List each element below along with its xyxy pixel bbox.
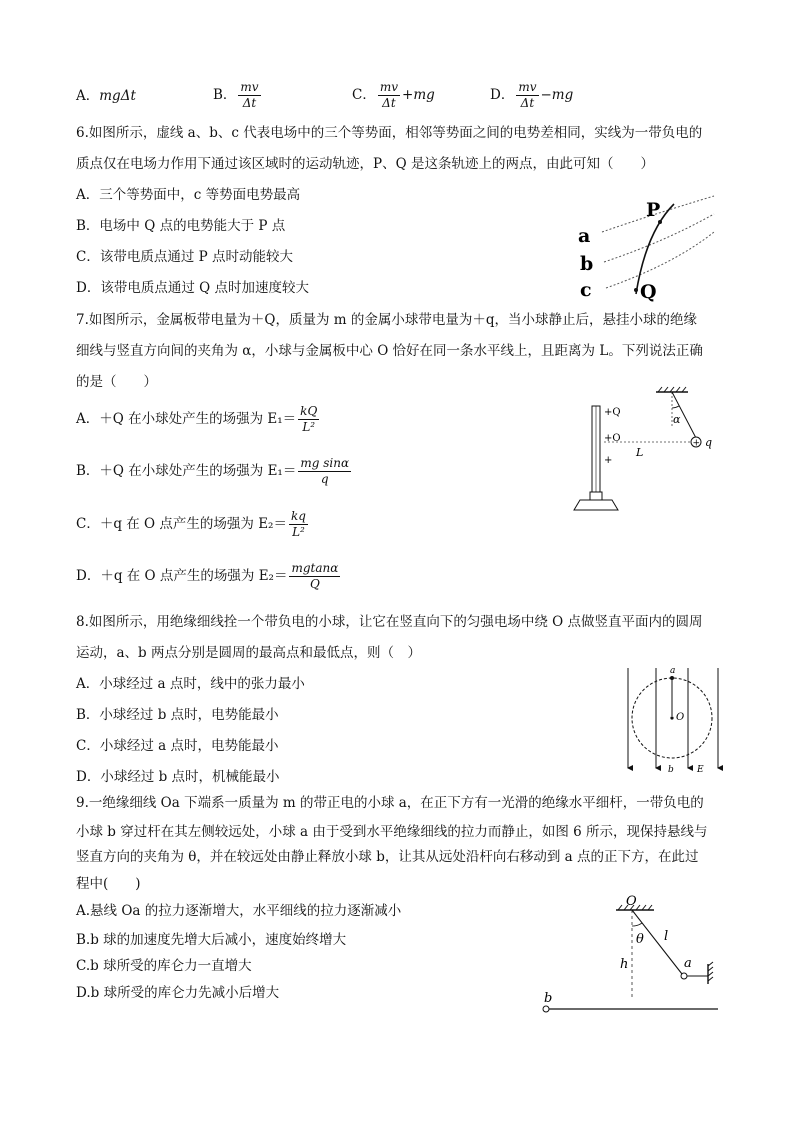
- fraction: [516, 80, 538, 111]
- label-l: L: [636, 446, 644, 459]
- fraction: [378, 80, 400, 111]
- q9-stem-line-2: 小球 b 穿过杆在其左侧较远处，小球 a 由于受到水平绝缘细线的拉力而静止，如图 6 所示，现保持悬线与: [76, 824, 708, 840]
- q7-stem-line-3: 的是（ ）: [76, 374, 157, 390]
- label-plus-q: +Q: [604, 407, 621, 418]
- q5-option-c: [352, 80, 435, 111]
- denominator: L²: [302, 420, 316, 434]
- label-q: Q: [640, 281, 657, 303]
- ball-a: [681, 973, 687, 979]
- q8-stem-line-2: 运动，a、b 两点分别是圆周的最高点和最低点，则（ ）: [76, 645, 421, 661]
- denominator: Δt: [520, 96, 535, 110]
- label-plus-o: +O: [604, 433, 621, 444]
- q6-option-d: D．该带电质点通过 Q 点时加速度较大: [76, 280, 309, 296]
- q8-option-d: D．小球经过 b 点时，机械能最小: [76, 769, 280, 785]
- q7-option-d: [76, 561, 342, 592]
- q6-stem-line-1: 6.如图所示，虚线 a、b、c 代表电场中的三个等势面，相邻等势面之间的电势差相同，实线为一带负电的: [76, 125, 703, 141]
- plate-plus-mark: +: [604, 455, 613, 466]
- q7-diagram: [566, 386, 720, 516]
- option-label: C．: [352, 87, 376, 103]
- theta-arc: [632, 923, 642, 926]
- q9-stem-line-3: 竖直方向的夹角为 θ，并在较远处由静止释放小球 b，让其从远处沿杆向右移动到 a 点的正下方，在此过: [76, 849, 699, 865]
- option-label: B．: [213, 87, 237, 103]
- fraction: [238, 80, 260, 111]
- label-q: q: [705, 436, 713, 449]
- fraction: [289, 561, 340, 592]
- option-suffix: −mg: [540, 87, 574, 103]
- numerator: kQ: [300, 404, 318, 418]
- q8-option-c: C．小球经过 a 点时，电势能最小: [76, 738, 279, 754]
- q6-stem-line-2: 质点仅在电场力作用下通过该区域时的运动轨迹，P、Q 是这条轨迹上的两点，由此可知（ ）: [76, 156, 654, 172]
- numerator: mg sinα: [300, 456, 350, 470]
- numerator: mv: [379, 80, 399, 94]
- q9-option-c: C.b 球所受的库仑力一直增大: [76, 958, 252, 974]
- q5-option-d: [490, 80, 573, 111]
- q7-option-c: [76, 509, 310, 540]
- option-label: D．: [490, 87, 515, 103]
- label-o: O: [626, 894, 637, 909]
- ball-plus: +: [692, 438, 701, 449]
- q7-option-b: [76, 456, 353, 487]
- option-text: B．＋Q 在小球处产生的场强为 E₁＝: [76, 463, 297, 479]
- label-theta: θ: [636, 932, 644, 947]
- denominator: Q: [309, 577, 320, 591]
- option-text: C．＋q 在 O 点产生的场强为 E₂＝: [76, 516, 287, 532]
- label-o: O: [676, 712, 685, 723]
- fraction: [298, 404, 319, 435]
- q9-option-d: D.b 球所受的库仑力先减小后增大: [76, 985, 280, 1001]
- point-a-dot: [670, 676, 674, 680]
- q9-diagram: [530, 892, 722, 1018]
- q7-stem-line-1: 7.如图所示，金属板带电量为＋Q，质量为 m 的金属小球带电量为＋q，当小球静止后，悬挂小球的绝缘: [76, 312, 697, 328]
- q8-option-b: B．小球经过 b 点时，电势能最小: [76, 707, 279, 723]
- ball-b: [543, 1006, 549, 1012]
- numerator: mv: [240, 80, 259, 94]
- option-suffix: +mg: [402, 87, 435, 103]
- label-p: P: [646, 199, 661, 221]
- ceiling-hatching: [658, 387, 686, 392]
- q9-stem-line-1: 9.一绝缘细线 Oa 下端系一质量为 m 的带正电的小球 a，在正下方有一光滑的绝缘水平细杆，一带负电的: [76, 795, 704, 811]
- option-text: A．＋Q 在小球处产生的场强为 E₁＝: [76, 411, 297, 427]
- q8-stem-line-1: 8.如图所示，用绝缘细线拴一个带负电的小球，让它在竖直向下的匀强电场中绕 O 点做竖直平面内的圆周: [76, 614, 703, 630]
- option-label: A．: [76, 88, 100, 104]
- numerator: mv: [518, 80, 537, 94]
- denominator: Δt: [242, 96, 257, 110]
- center-dot: [670, 716, 673, 719]
- q8-option-a: A．小球经过 a 点时，线中的张力最小: [76, 676, 305, 692]
- label-b: b: [580, 253, 594, 275]
- label-a: a: [684, 956, 692, 971]
- angle-arc: [672, 406, 679, 408]
- numerator: mgtanα: [291, 561, 339, 575]
- point-q-dot: [634, 288, 638, 292]
- q6-diagram: [574, 192, 720, 304]
- numerator: kq: [290, 509, 306, 523]
- q7-stem-line-2: 细线与竖直方向间的夹角为 α，小球与金属板中心 O 恰好在同一条水平线上，且距离为 L。下列说法正确: [76, 343, 703, 359]
- label-h: h: [620, 957, 629, 972]
- denominator: L²: [292, 525, 305, 539]
- label-l: l: [664, 929, 669, 944]
- q9-stem-line-4: 程中( ): [76, 876, 141, 892]
- q5-option-a: [76, 86, 136, 106]
- q6-option-b: B．电场中 Q 点的电势能大于 P 点: [76, 218, 286, 234]
- denominator: q: [320, 472, 329, 486]
- fraction: [298, 456, 351, 487]
- option-text: D．＋q 在 O 点产生的场强为 E₂＝: [76, 568, 288, 584]
- q6-option-c: C．该带电质点通过 P 点时动能较大: [76, 249, 293, 265]
- denominator: Δt: [382, 96, 396, 110]
- q9-option-b: B.b 球的加速度先增大后减小，速度始终增大: [76, 932, 347, 948]
- option-expression: mgΔt: [99, 88, 136, 104]
- q7-option-a: [76, 404, 321, 435]
- q8-diagram: [622, 664, 726, 776]
- label-b: b: [668, 765, 674, 775]
- label-b: b: [544, 991, 553, 1006]
- label-a: a: [670, 666, 676, 676]
- label-e: E: [697, 765, 704, 775]
- label-a: a: [578, 225, 591, 247]
- fraction: [289, 509, 308, 540]
- q9-option-a: A.悬线 Oa 的拉力逐渐增大，水平细线的拉力逐渐减小: [76, 903, 402, 919]
- q6-option-a: A．三个等势面中，c 等势面电势最高: [76, 187, 301, 203]
- wall-hatching: [708, 962, 713, 981]
- label-c: c: [580, 279, 592, 301]
- q5-option-b: [213, 80, 263, 111]
- plate-stand-neck: [590, 492, 602, 500]
- plate-stand-base: [574, 500, 618, 510]
- label-alpha: α: [673, 413, 681, 426]
